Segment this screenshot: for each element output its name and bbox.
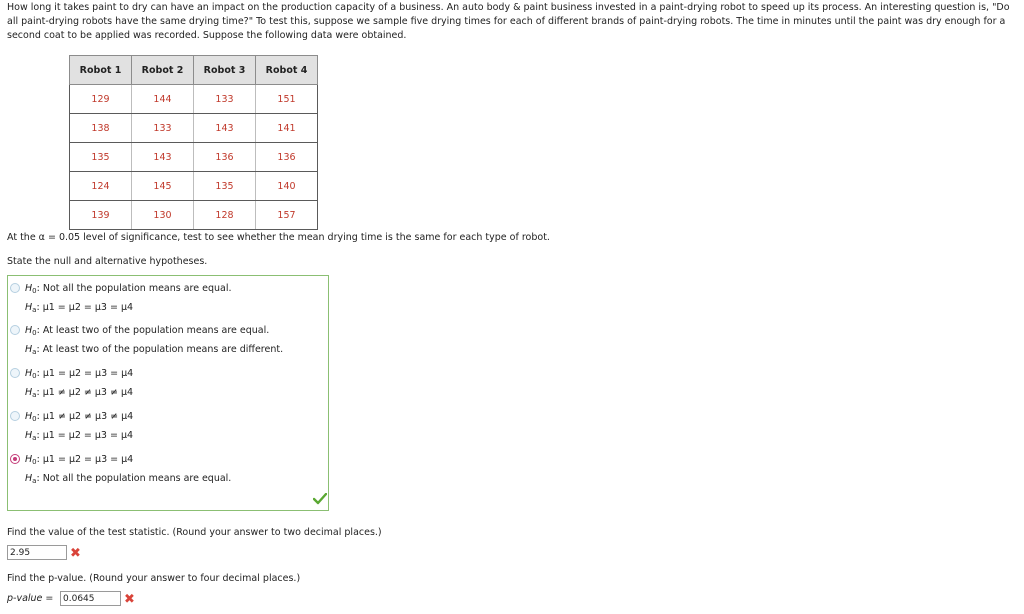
option-null-line: $H_0$: μ1 = μ2 = μ3 = μ4	[25, 368, 134, 380]
column-header: Robot 2	[132, 56, 194, 85]
table-cell: 151	[256, 85, 318, 114]
table-cell: 128	[194, 201, 256, 230]
option-null-text: μ1 ≠ μ2 ≠ μ3 ≠ μ4	[42, 411, 134, 422]
table-row	[70, 201, 318, 230]
option-null-text: At least two of the population means are equal.	[42, 325, 270, 336]
option-alt-line: $H_a$: μ1 = μ2 = μ3 = μ4	[25, 430, 134, 442]
table-cell: 130	[132, 201, 194, 230]
option-alt-text: μ1 = μ2 = μ3 = μ4	[42, 302, 134, 313]
option-null-text: Not all the population means are equal.	[42, 283, 232, 294]
test-stat-prompt: Find the value of the test statistic. (Round your answer to two decimal places.)	[7, 527, 382, 538]
question-intro: How long it takes paint to dry can have an impact on the production capacity of a business. An auto body & paint business invested in a paint-drying robot to speed up its process. An interesting question is, "Do all paint-drying robots have the same drying time?" To test this, suppose we sample five drying times for each of different brands of paint-drying robots. The time in minutes until the paint was dry enough for a second coat to be applied was recorded. Suppose the following data were obtained.	[7, 2, 1010, 41]
radio-button[interactable]	[10, 368, 20, 378]
table-row	[70, 172, 318, 201]
radio-button[interactable]	[10, 411, 20, 421]
table-cell: 143	[132, 143, 194, 172]
column-header: Robot 4	[256, 56, 318, 85]
data-table	[69, 55, 318, 230]
test-stat-input[interactable]: 2.95	[7, 545, 67, 560]
incorrect-icon: ✖	[124, 592, 135, 607]
table-row	[70, 85, 318, 114]
radio-button[interactable]	[10, 325, 20, 335]
option-alt-line: $H_a$: μ1 ≠ μ2 ≠ μ3 ≠ μ4	[25, 387, 134, 399]
option-alt-line: $H_a$: μ1 = μ2 = μ3 = μ4	[25, 302, 134, 314]
hypotheses-prompt: State the null and alternative hypotheses.	[7, 256, 208, 267]
table-cell: 138	[70, 114, 132, 143]
pvalue-prompt: Find the p-value. (Round your answer to four decimal places.)	[7, 573, 301, 584]
option-null-text: μ1 = μ2 = μ3 = μ4	[42, 368, 134, 379]
table-cell: 145	[132, 172, 194, 201]
option-null-line: $H_0$: μ1 ≠ μ2 ≠ μ3 ≠ μ4	[25, 411, 134, 423]
option-alt-text: μ1 = μ2 = μ3 = μ4	[42, 430, 134, 441]
option-alt-line: $H_a$: Not all the population means are equal.	[25, 473, 232, 485]
significance-text: At the α = 0.05 level of significance, test to see whether the mean drying time is the same for each type of robot.	[7, 232, 550, 243]
column-header: Robot 1	[70, 56, 132, 85]
option-null-line: $H_0$: Not all the population means are equal.	[25, 283, 232, 295]
table-cell: 124	[70, 172, 132, 201]
option-alt-text: At least two of the population means are different.	[42, 344, 284, 355]
pvalue-input[interactable]: 0.0645	[60, 591, 121, 606]
option-alt-line: $H_a$: At least two of the population means are different.	[25, 344, 284, 356]
option-null-line: $H_0$: μ1 = μ2 = μ3 = μ4	[25, 454, 134, 466]
table-row	[70, 114, 318, 143]
radio-button[interactable]	[10, 283, 20, 293]
option-null-line: $H_0$: At least two of the population means are equal.	[25, 325, 270, 337]
pvalue-label: p-value =	[7, 593, 54, 604]
table-cell: 133	[132, 114, 194, 143]
table-row	[70, 143, 318, 172]
hypotheses-options-box	[7, 275, 329, 511]
table-cell: 136	[256, 143, 318, 172]
table-cell: 140	[256, 172, 318, 201]
table-header-row	[70, 56, 318, 85]
incorrect-icon: ✖	[70, 546, 81, 561]
check-icon	[313, 493, 327, 508]
table-cell: 157	[256, 201, 318, 230]
table-cell: 136	[194, 143, 256, 172]
table-cell: 135	[70, 143, 132, 172]
column-header: Robot 3	[194, 56, 256, 85]
radio-button-selected[interactable]	[10, 454, 20, 464]
table-cell: 144	[132, 85, 194, 114]
table-cell: 135	[194, 172, 256, 201]
table-cell: 139	[70, 201, 132, 230]
table-cell: 133	[194, 85, 256, 114]
table-cell: 141	[256, 114, 318, 143]
option-null-text: μ1 = μ2 = μ3 = μ4	[42, 454, 134, 465]
table-cell: 129	[70, 85, 132, 114]
table-cell: 143	[194, 114, 256, 143]
option-alt-text: Not all the population means are equal.	[42, 473, 232, 484]
option-alt-text: μ1 ≠ μ2 ≠ μ3 ≠ μ4	[42, 387, 134, 398]
